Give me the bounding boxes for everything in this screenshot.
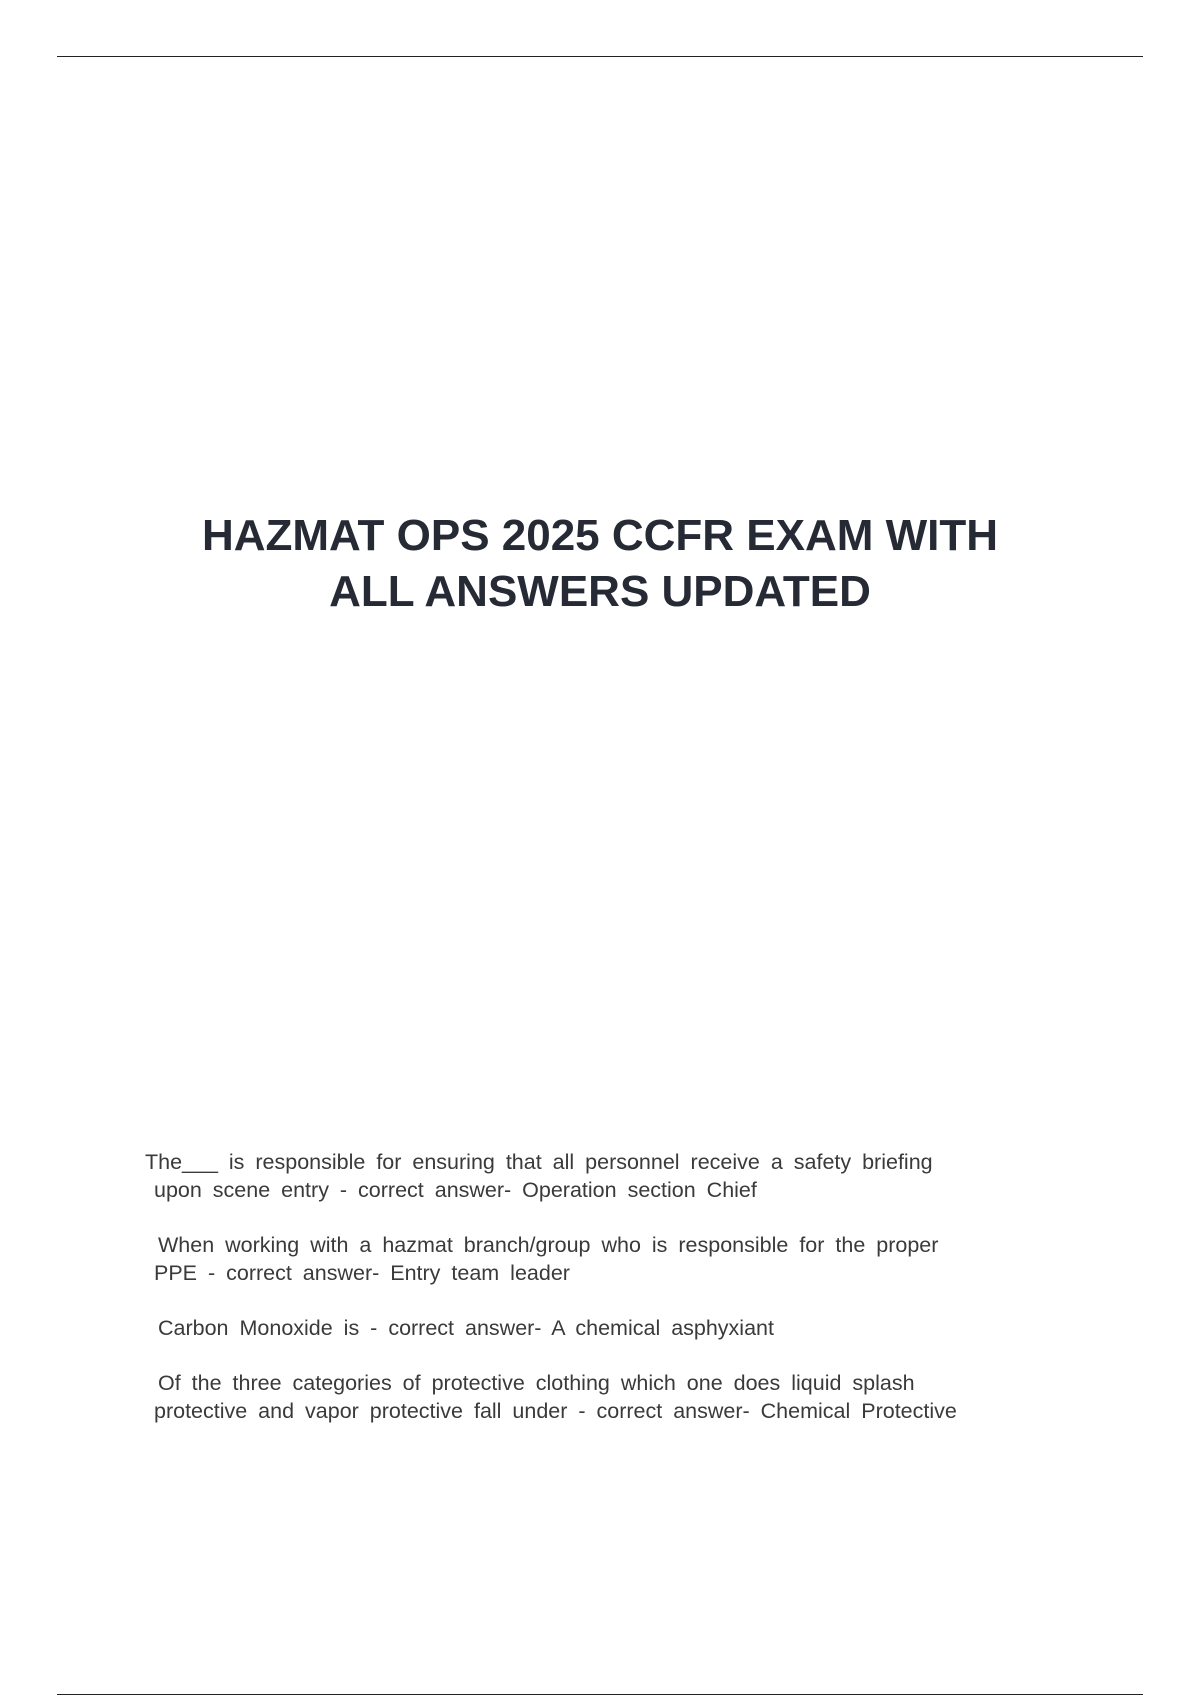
document-title-line-2: ALL ANSWERS UPDATED	[329, 567, 871, 616]
bottom-divider	[57, 1694, 1143, 1695]
qa-item-3-line-1: Carbon Monoxide is - correct answer- A chemical asphyxiant	[158, 1316, 774, 1340]
qa-item-4-line-2: protective and vapor protective fall under - correct answer- Chemical Protective	[154, 1399, 957, 1423]
qa-item-1-line-2: upon scene entry - correct answer- Operation section Chief	[154, 1178, 757, 1202]
qa-item-3	[145, 1314, 1085, 1342]
qa-item-2-line-1: When working with a hazmat branch/group who is responsible for the proper	[158, 1233, 939, 1257]
document-title	[100, 508, 1100, 620]
qa-item-1-line-1: The___ is responsible for ensuring that all personnel receive a safety briefing	[145, 1150, 933, 1174]
document-title-line-1: HAZMAT OPS 2025 CCFR EXAM WITH	[201, 511, 999, 560]
qa-item-2-line-2: PPE - correct answer- Entry team leader	[154, 1261, 570, 1285]
qa-item-1	[145, 1148, 1085, 1204]
top-divider	[57, 56, 1143, 57]
qa-item-2	[145, 1231, 1085, 1287]
qa-item-4-line-1: Of the three categories of protective clothing which one does liquid splash	[158, 1371, 915, 1395]
question-answer-list	[145, 1148, 1085, 1452]
qa-item-4	[145, 1369, 1085, 1425]
